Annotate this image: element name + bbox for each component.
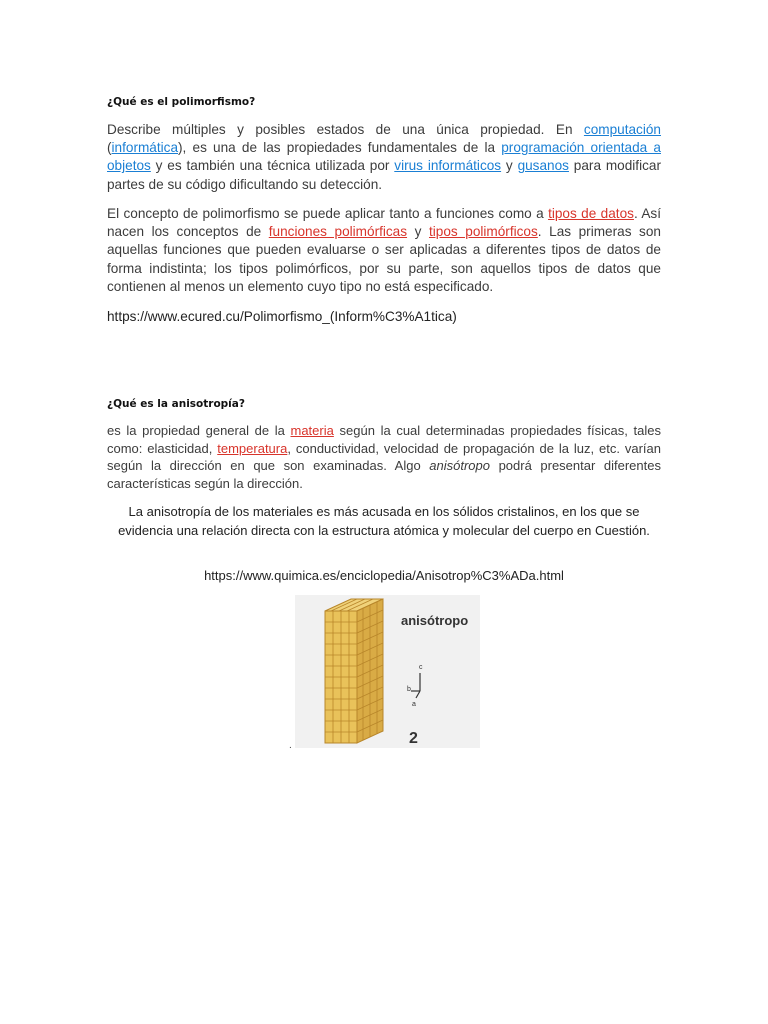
link-computacion[interactable]: computación [583, 122, 661, 137]
link-temperatura[interactable]: temperatura [217, 440, 288, 456]
stray-dot: . [289, 740, 292, 751]
link-informatica[interactable]: informática [111, 140, 179, 156]
link-gusanos[interactable]: gusanos [517, 158, 569, 174]
link-tipos-de-datos[interactable]: tipos de datos [548, 206, 634, 221]
figure-title: anisótropo [401, 613, 469, 628]
axis-b-label: b [407, 686, 411, 693]
anisotropo-figure [295, 595, 480, 748]
figure-number: 2 [409, 730, 418, 747]
paragraph-anisotropia-definition: es la propiedad general de la materia según la cual determinadas propiedades físicas, tales como: elasticidad, temperatura, conductividad, velocidad de propagación de la luz, etc. varían según la dirección en que son examinadas. Algo anisótropo podrá presentar diferentes características según la dirección. [107, 423, 661, 491]
source-url-quimica: https://www.quimica.es/enciclopedia/Anisotrop%C3%ADa.html [204, 568, 564, 583]
link-virus-informaticos[interactable]: virus informáticos [394, 158, 502, 174]
paragraph-polimorfismo-concepto: El concepto de polimorfismo se puede aplicar tanto a funciones como a tipos de datos. Así nacen los conceptos de funciones polimórficas y tipos polimórficos. Las primeras son aquellas funciones que pueden evaluarse o ser aplicadas a diferentes tipos de datos de forma indistinta; los tipos polimórficos, por su parte, son aquellos tipos de datos que contienen al menos un elemento cuyo tipo no está especificado. [107, 206, 661, 294]
axis-c-label: c [419, 664, 423, 671]
anisotropic-crystal-illustration [295, 595, 480, 748]
link-programacion-orientada-a-objetos[interactable]: programación orientada a objetos [107, 140, 661, 174]
axis-a-label: a [412, 701, 416, 708]
source-url-ecured: https://www.ecured.cu/Polimorfismo_(Inform%C3%A1tica) [107, 309, 457, 324]
paragraph-polimorfismo-definition: Describe múltiples y posibles estados de una única propiedad. En computación (informática), es una de las propiedades fundamentales de la programación orientada a objetos y es también una técnica utilizada por virus informáticos y gusanos para modificar partes de su código dificultando su detección. [107, 122, 661, 192]
heading-polimorfismo: ¿Qué es el polimorfismo? [107, 96, 256, 108]
link-funciones-polimorficas[interactable]: funciones polimórficas [268, 224, 408, 240]
paragraph-anisotropia-cristalinos: La anisotropía de los materiales es más acusada en los sólidos cristalinos, en los que se evidencia una relación directa con la estructura atómica y molecular del cuerpo en Cuestión. [118, 504, 650, 538]
heading-anisotropia: ¿Qué es la anisotropía? [107, 398, 245, 410]
link-tipos-polimorficos[interactable]: tipos polimórficos [428, 224, 538, 240]
link-materia[interactable]: materia [290, 423, 334, 438]
